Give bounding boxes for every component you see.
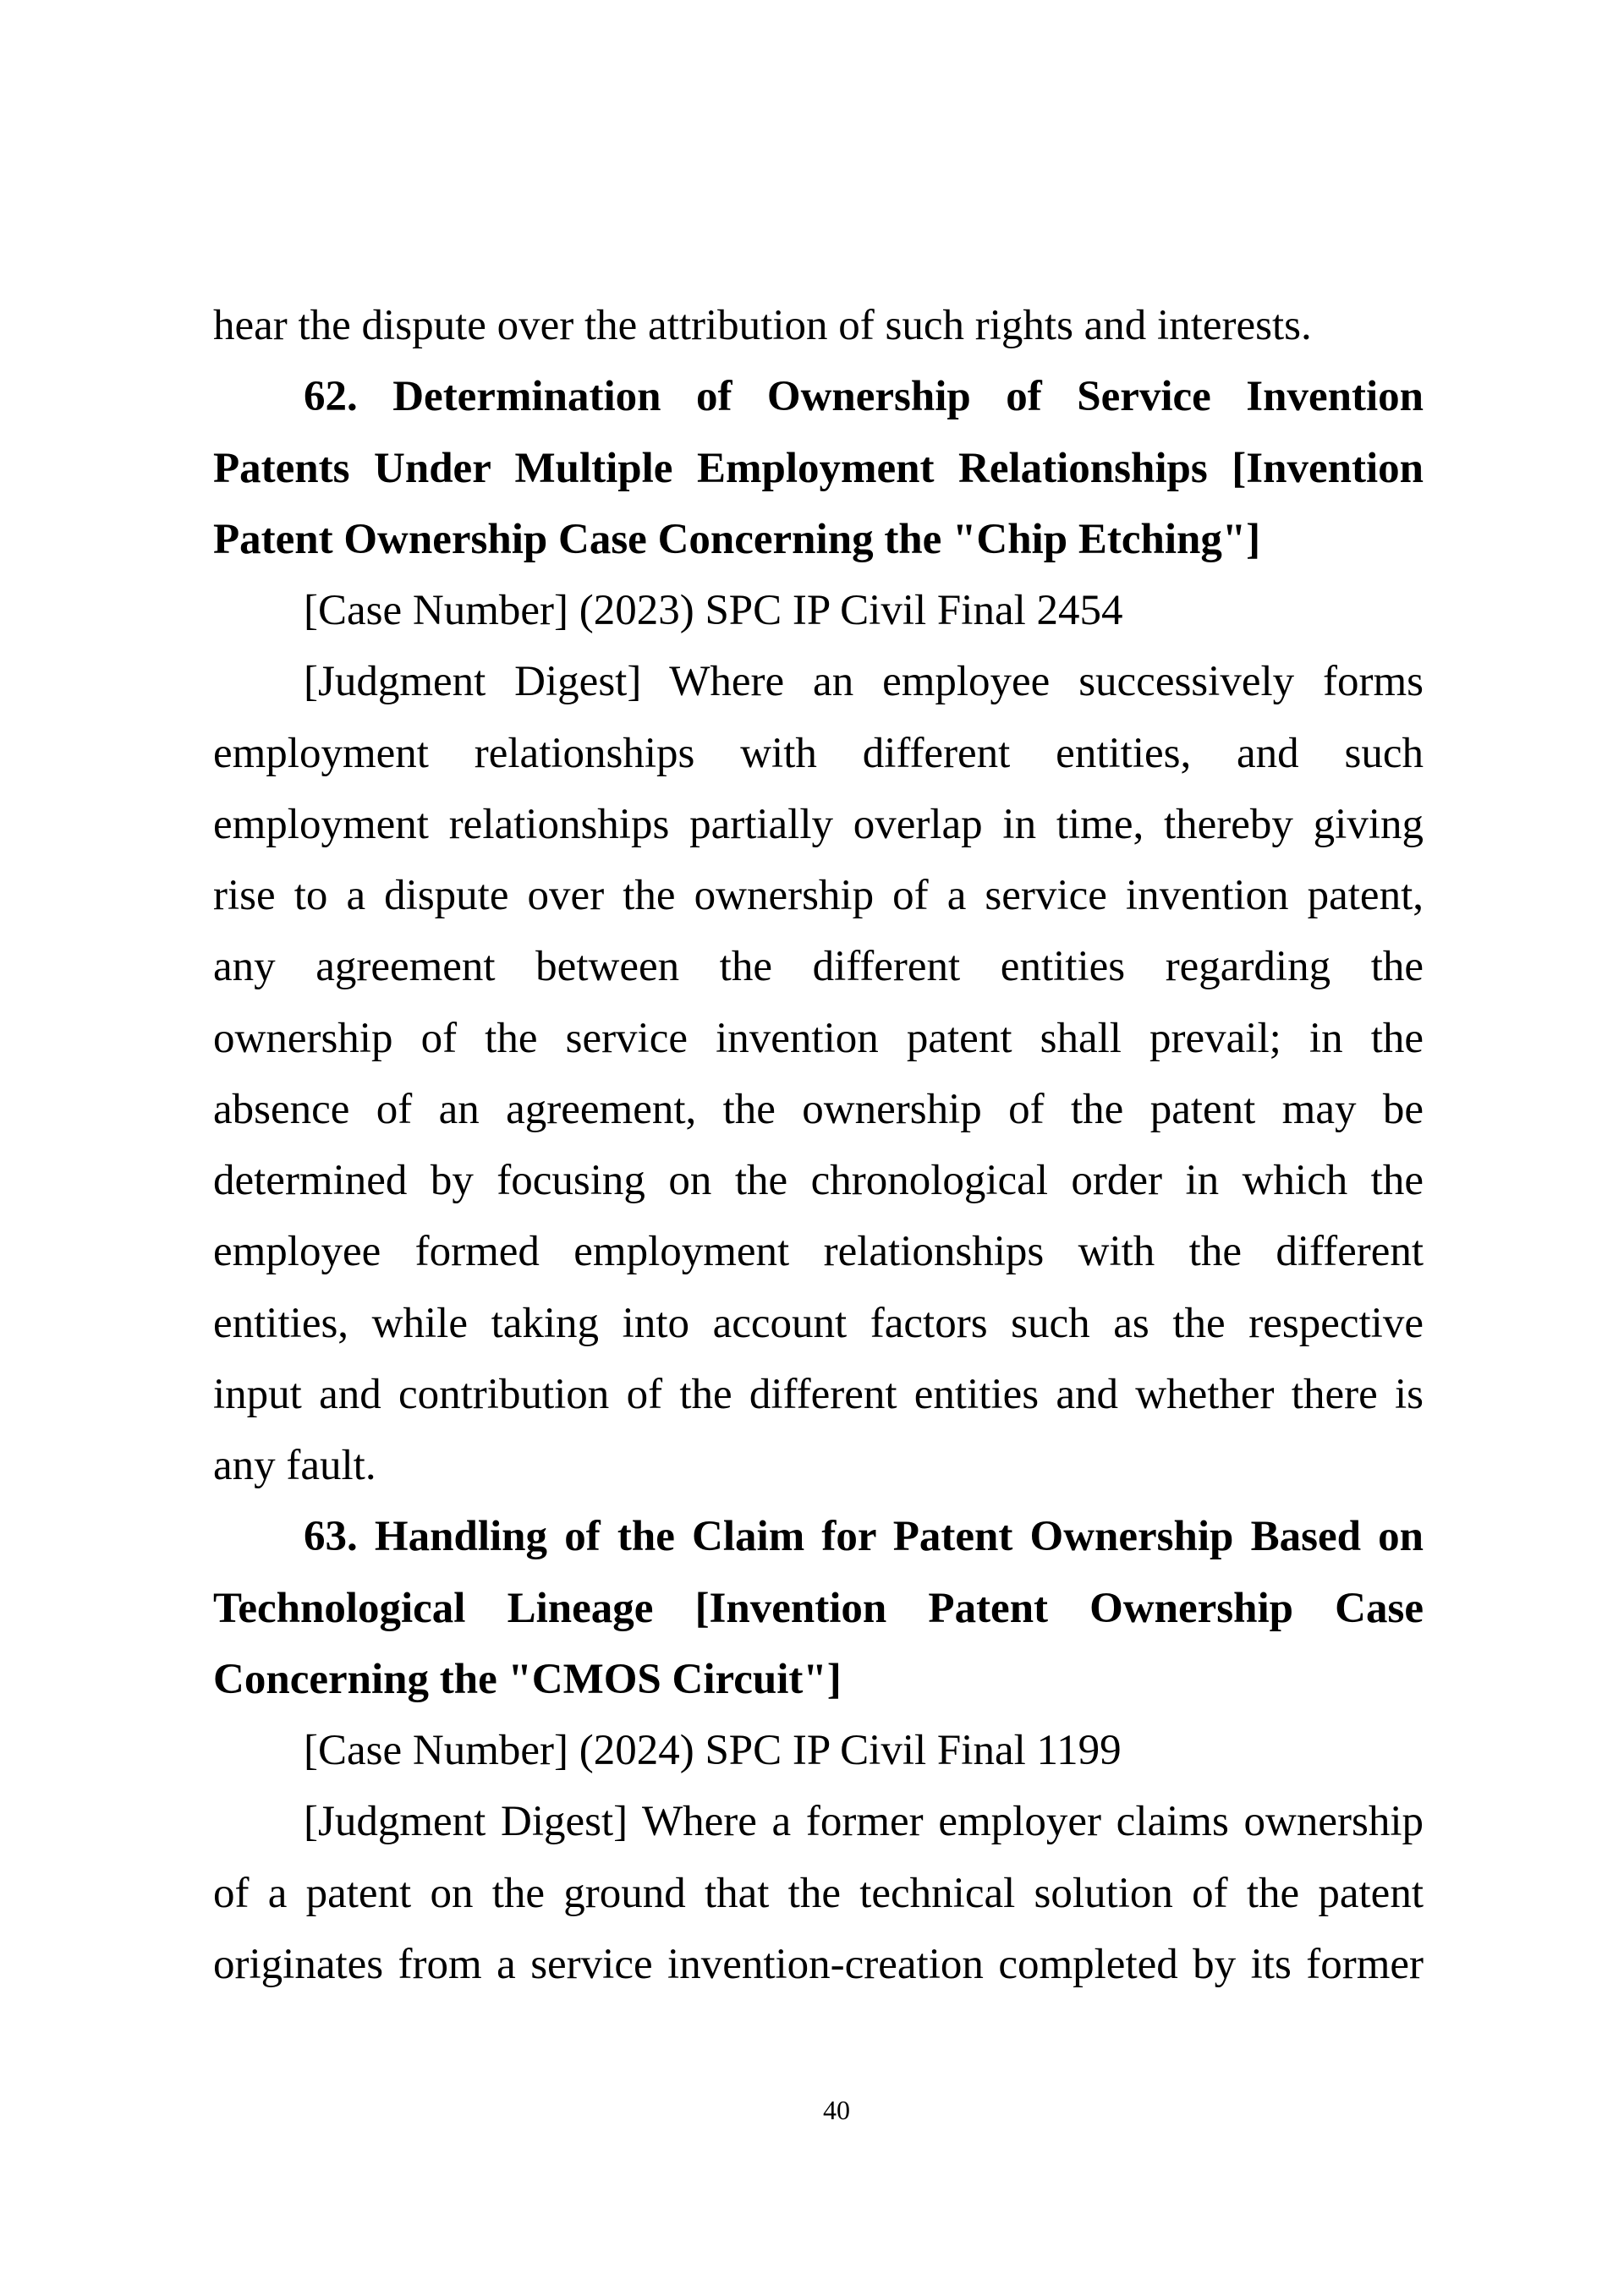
case-number-63: [Case Number] (2024) SPC IP Civil Final 1199 — [304, 1727, 1122, 1774]
judgment-digest-62-line: determined by focusing on the chronological order in which the — [213, 1157, 1424, 1204]
judgment-digest-62-line: input and contribution of the different entities and whether there is — [213, 1370, 1424, 1418]
case-number-62: [Case Number] (2023) SPC IP Civil Final 2454 — [304, 587, 1123, 634]
document-body — [213, 290, 1424, 2000]
judgment-digest-63-line: [Judgment Digest] Where a former employer claims ownership — [304, 1798, 1424, 1846]
judgment-digest-62-line: employment relationships with different entities, and such — [213, 729, 1424, 777]
judgment-digest-63-line: of a patent on the ground that the technical solution of the patent — [213, 1869, 1424, 1917]
heading-62-line: 62. Determination of Ownership of Service Invention — [304, 373, 1424, 421]
judgment-digest-62-line: any agreement between the different entities regarding the — [213, 943, 1424, 991]
judgment-digest-62-line: ownership of the service invention patent shall prevail; in the — [213, 1014, 1424, 1062]
judgment-digest-62-line: employee formed employment relationships with the different — [213, 1228, 1424, 1276]
heading-63-line: 63. Handling of the Claim for Patent Ownership Based on — [304, 1513, 1424, 1561]
judgment-digest-63-line: originates from a service invention-creation completed by its former — [213, 1940, 1424, 1988]
judgment-digest-62-line: employment relationships partially overlap in time, thereby giving — [213, 800, 1424, 848]
judgment-digest-62-line: [Judgment Digest] Where an employee successively forms — [304, 658, 1424, 706]
paragraph-tail-line: hear the dispute over the attribution of such rights and interests. — [213, 302, 1312, 349]
page-number: 40 — [823, 2095, 850, 2125]
judgment-digest-62-line: rise to a dispute over the ownership of a service invention patent, — [213, 872, 1424, 919]
judgment-digest-62-line: entities, while taking into account factors such as the respective — [213, 1299, 1424, 1347]
heading-63-line: Technological Lineage [Invention Patent Ownership Case — [213, 1584, 1424, 1632]
heading-63-line: Concerning the "CMOS Circuit"] — [213, 1655, 842, 1703]
judgment-digest-62-line: any fault. — [213, 1442, 376, 1489]
heading-62-line: Patents Under Multiple Employment Relationships [Invention — [213, 444, 1424, 492]
heading-62-line: Patent Ownership Case Concerning the "Chip Etching"] — [213, 515, 1261, 563]
judgment-digest-62-line: absence of an agreement, the ownership of the patent may be — [213, 1085, 1424, 1133]
